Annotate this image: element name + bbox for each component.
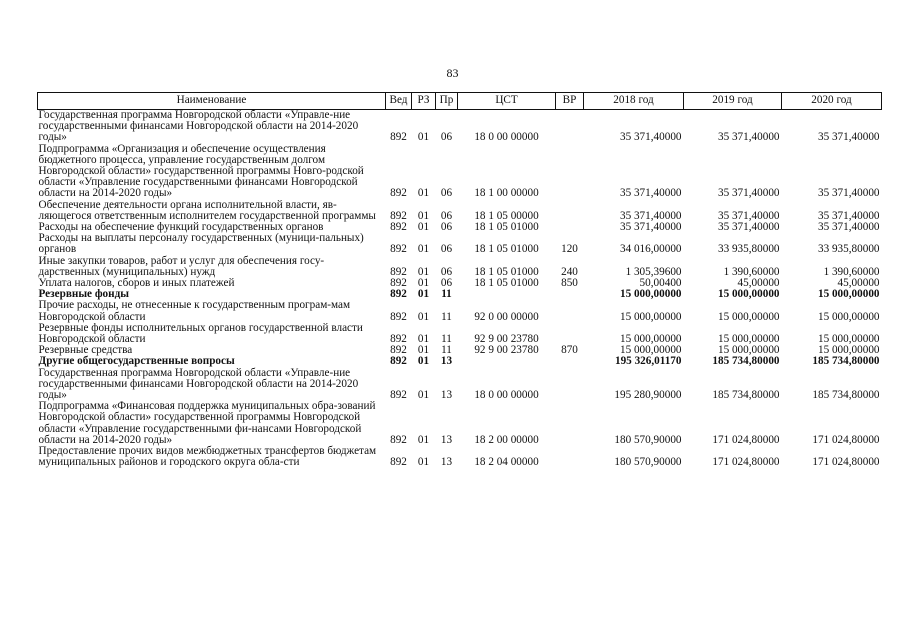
row-rz: 01	[417, 355, 430, 368]
row-amount-2019: 1 390,60000	[723, 265, 780, 278]
row-amount-2019: 15 000,00000	[717, 344, 780, 357]
row-rz: 01	[417, 209, 430, 222]
row-name: Подпрограмма «Организация и обеспечение осуществления бюджетного процесса, управление государственным долгом Новгородской области» государственной программы Новго-родской области «Управление государственными финансами Новгородской области на 2014-2020 годы»	[38, 142, 364, 200]
row-name: Предоставление прочих видов межбюджетных трансфертов бюджетам муниципальных районов и городского округа обла-сти	[38, 445, 377, 469]
row-amount-2018: 180 570,90000	[614, 433, 682, 446]
row-rz: 01	[417, 310, 430, 323]
row-ved: 892	[390, 277, 407, 290]
row-rz: 01	[417, 389, 430, 402]
table-row	[38, 401, 882, 446]
header-rz: РЗ	[412, 93, 436, 110]
row-ved: 892	[390, 221, 407, 234]
header-2018: 2018 год	[584, 93, 684, 110]
row-name: Уплата налогов, сборов и иных платежей	[38, 277, 235, 290]
row-name: Другие общегосударственные вопросы	[38, 355, 235, 368]
row-cst: 18 1 05 01000	[474, 277, 539, 290]
row-amount-2018: 15 000,00000	[619, 333, 682, 346]
row-ved: 892	[390, 333, 407, 346]
row-ved: 892	[390, 344, 407, 357]
row-amount-2018: 15 000,00000	[619, 288, 682, 301]
row-pr: 13	[440, 355, 453, 368]
row-amount-2018: 35 371,40000	[619, 221, 682, 234]
row-cst: 18 0 00 00000	[474, 389, 539, 402]
row-amount-2020: 45,00000	[837, 277, 880, 290]
row-ved: 892	[390, 131, 407, 144]
page-number: 83	[446, 66, 459, 80]
row-name: Резервные фонды исполнительных органов государственной власти Новгородской области	[38, 321, 363, 346]
row-vr	[556, 446, 584, 468]
row-vr	[556, 300, 584, 322]
row-ved: 892	[390, 355, 407, 368]
row-rz: 01	[417, 333, 430, 346]
row-name: Расходы на обеспечение функций государственных органов	[38, 221, 324, 234]
row-amount-2019: 185 734,80000	[712, 389, 780, 402]
row-name: Государственная программа Новгородской области «Управле-ние государственными финансами Новгородской области на 2014-2020 годы»	[38, 366, 359, 402]
row-vr: 240	[561, 265, 578, 278]
row-vr	[556, 401, 584, 446]
row-pr: 06	[440, 221, 453, 234]
table-row	[38, 368, 882, 402]
row-amount-2020: 35 371,40000	[817, 221, 880, 234]
row-amount-2020: 15 000,00000	[817, 344, 880, 357]
table-row	[38, 300, 882, 322]
row-vr: 850	[561, 277, 578, 290]
row-amount-2020: 185 734,80000	[812, 355, 880, 368]
row-name: Прочие расходы, не отнесенные к государственным програм-мам Новгородской области	[38, 299, 351, 323]
row-pr: 13	[440, 389, 453, 402]
row-amount-2018: 195 326,01170	[614, 355, 682, 368]
row-cst: 18 0 00 00000	[474, 131, 539, 144]
row-cst: 18 2 00 00000	[474, 433, 539, 446]
row-cst: 92 9 00 23780	[474, 333, 539, 346]
row-amount-2018: 35 371,40000	[619, 187, 682, 200]
row-amount-2018: 35 371,40000	[619, 131, 682, 144]
row-amount-2020: 15 000,00000	[817, 288, 880, 301]
row-amount-2019: 35 371,40000	[717, 209, 780, 222]
row-rz: 01	[417, 456, 430, 469]
header-2020: 2020 год	[782, 93, 882, 110]
row-ved: 892	[390, 187, 407, 200]
row-rz: 01	[417, 344, 430, 357]
row-vr	[556, 323, 584, 345]
table-row	[38, 356, 882, 367]
table-row	[38, 233, 882, 255]
row-ved: 892	[390, 456, 407, 469]
row-cst: 18 1 05 01000	[474, 221, 539, 234]
row-cst: 92 0 00 00000	[474, 310, 539, 323]
budget-table	[37, 92, 882, 469]
row-cst: 18 1 05 01000	[474, 243, 539, 256]
row-amount-2019: 35 371,40000	[717, 187, 780, 200]
row-cst	[458, 356, 556, 367]
row-pr: 06	[440, 243, 453, 256]
row-pr: 11	[441, 333, 452, 346]
row-pr: 06	[440, 265, 453, 278]
row-rz: 01	[417, 187, 430, 200]
table-row	[38, 256, 882, 278]
row-ved: 892	[390, 288, 407, 301]
row-amount-2019: 33 935,80000	[717, 243, 780, 256]
row-amount-2020: 171 024,80000	[812, 456, 880, 469]
row-amount-2019: 185 734,80000	[712, 355, 780, 368]
row-pr: 06	[440, 187, 453, 200]
row-amount-2019: 35 371,40000	[717, 131, 780, 144]
row-rz: 01	[417, 243, 430, 256]
row-amount-2019: 15 000,00000	[717, 310, 780, 323]
row-cst: 92 9 00 23780	[474, 344, 539, 357]
row-amount-2020: 185 734,80000	[812, 389, 880, 402]
row-ved: 892	[390, 310, 407, 323]
row-rz: 01	[417, 277, 430, 290]
row-name: Подпрограмма «Финансовая поддержка муниципальных обра-зований Новгородской области» государственной программы Новгородской области «Управление государственными фи-нансами Новгородской области на 2014-2020 годы»	[38, 400, 376, 446]
row-amount-2019: 171 024,80000	[712, 456, 780, 469]
row-name: Расходы на выплаты персоналу государственных (муници-пальных) органов	[38, 232, 364, 256]
row-amount-2018: 180 570,90000	[614, 456, 682, 469]
row-amount-2019: 171 024,80000	[712, 433, 780, 446]
header-pr: Пр	[436, 93, 458, 110]
row-cst: 18 1 05 00000	[474, 209, 539, 222]
row-amount-2020: 33 935,80000	[817, 243, 880, 256]
row-amount-2018: 50,00400	[639, 277, 682, 290]
row-name: Иные закупки товаров, работ и услуг для обеспечения госу-дарственных (муниципальных) нужд	[38, 254, 325, 278]
row-pr: 06	[440, 277, 453, 290]
row-vr	[556, 289, 584, 300]
row-ved: 892	[390, 265, 407, 278]
table-body	[38, 110, 882, 469]
row-amount-2018: 34 016,00000	[619, 243, 682, 256]
row-vr	[556, 222, 584, 233]
row-rz: 01	[417, 221, 430, 234]
table-row	[38, 323, 882, 345]
row-amount-2020: 1 390,60000	[823, 265, 880, 278]
header-vr: ВР	[556, 93, 584, 110]
header-cst: ЦСТ	[458, 93, 556, 110]
row-rz: 01	[417, 131, 430, 144]
row-pr: 06	[440, 131, 453, 144]
table-row	[38, 200, 882, 222]
row-pr: 11	[441, 310, 452, 323]
row-ved: 892	[390, 243, 407, 256]
row-vr: 870	[561, 344, 578, 357]
table-row	[38, 446, 882, 468]
row-pr: 13	[440, 456, 453, 469]
row-vr	[556, 368, 584, 402]
header-name: Наименование	[38, 93, 386, 110]
row-amount-2019: 15 000,00000	[717, 288, 780, 301]
row-vr: 120	[561, 243, 578, 256]
row-rz: 01	[417, 265, 430, 278]
row-amount-2020: 15 000,00000	[817, 310, 880, 323]
row-amount-2018: 1 305,39600	[625, 265, 682, 278]
row-name: Обеспечение деятельности органа исполнительной власти, яв-ляющегося ответственным исполнителем государственной программы	[38, 198, 376, 222]
row-amount-2018: 15 000,00000	[619, 310, 682, 323]
row-vr	[556, 200, 584, 222]
row-amount-2019: 45,00000	[737, 277, 780, 290]
row-amount-2019: 35 371,40000	[717, 221, 780, 234]
row-vr	[556, 356, 584, 367]
row-amount-2020: 15 000,00000	[817, 333, 880, 346]
row-vr	[556, 144, 584, 200]
row-rz: 01	[417, 433, 430, 446]
row-amount-2020: 35 371,40000	[817, 131, 880, 144]
table-row	[38, 144, 882, 200]
row-amount-2020: 35 371,40000	[817, 187, 880, 200]
row-vr	[556, 110, 584, 144]
row-amount-2018: 195 280,90000	[614, 389, 682, 402]
table-row	[38, 110, 882, 144]
row-amount-2019: 15 000,00000	[717, 333, 780, 346]
row-ved: 892	[390, 209, 407, 222]
row-name: Резервные фонды	[38, 288, 129, 301]
row-cst: 18 1 00 00000	[474, 187, 539, 200]
row-amount-2020: 35 371,40000	[817, 209, 880, 222]
row-pr: 13	[440, 433, 453, 446]
row-name: Государственная программа Новгородской области «Управле-ние государственными финансами Новгородской области на 2014-2020 годы»	[38, 109, 359, 144]
row-amount-2018: 15 000,00000	[619, 344, 682, 357]
row-pr: 11	[441, 288, 452, 301]
row-amount-2018: 35 371,40000	[619, 209, 682, 222]
row-ved: 892	[390, 433, 407, 446]
row-amount-2020: 171 024,80000	[812, 433, 880, 446]
row-rz: 01	[417, 288, 430, 301]
row-ved: 892	[390, 389, 407, 402]
row-cst	[458, 289, 556, 300]
row-pr: 11	[441, 344, 452, 357]
row-name: Резервные средства	[38, 344, 133, 357]
header-2019: 2019 год	[684, 93, 782, 110]
row-cst: 18 1 05 01000	[474, 265, 539, 278]
row-pr: 06	[440, 209, 453, 222]
row-cst: 18 2 04 00000	[474, 456, 539, 469]
table-header-row	[38, 93, 882, 110]
header-ved: Вед	[386, 93, 412, 110]
